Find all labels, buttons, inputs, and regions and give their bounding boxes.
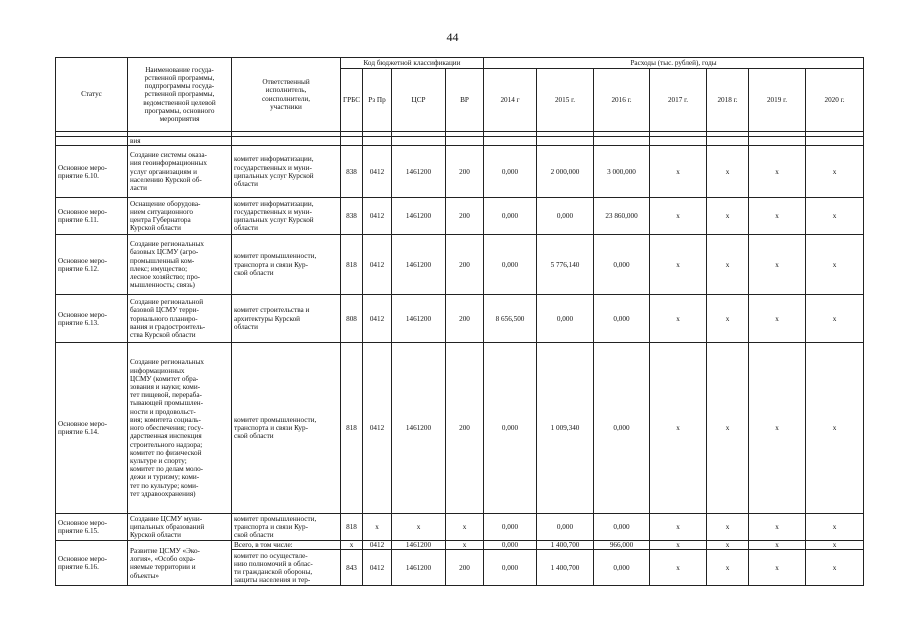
row-status: Основное меро- приятие 6.14. — [56, 343, 128, 514]
row-rzpr: 0412 — [363, 146, 392, 198]
row-rzpr: 0412 — [363, 295, 392, 343]
row-rzpr: 0412 — [363, 198, 392, 235]
header-status: Статус — [56, 58, 128, 132]
header-vr: ВР — [446, 69, 484, 132]
row-value: 0,000 — [594, 343, 650, 514]
row-status: Основное меро- приятие 6.11. — [56, 198, 128, 235]
row-rzpr: x — [363, 514, 392, 541]
row-vr: 200 — [446, 343, 484, 514]
continuation-text: вия — [128, 137, 232, 146]
row-executor: комитет промышленности, транспорта и связи Кур- ской области — [232, 514, 341, 541]
row-vr: x — [446, 541, 484, 550]
row-value: x — [749, 146, 806, 198]
row-vr: 200 — [446, 295, 484, 343]
row-csr: x — [392, 514, 446, 541]
row-value: x — [707, 235, 749, 295]
page-number: 44 — [446, 30, 459, 44]
subrow-value: x — [806, 550, 864, 586]
row-value: 0,000 — [484, 343, 537, 514]
row-rzpr: 0412 — [363, 235, 392, 295]
row-value: x — [650, 146, 707, 198]
row-grbs: 808 — [341, 295, 363, 343]
row-executor: комитет промышленности, транспорта и связи Кур- ской области — [232, 343, 341, 514]
row-name: Создание системы оказа- ния геоинформационных услуг организациям и населению Курской об- ласти — [128, 146, 232, 198]
row-executor: комитет информатизации, государственных и муни- ципальных услуг Курской области — [232, 146, 341, 198]
subrow-executor: комитет по осуществле- нию полномочий в облас- ти гражданской обороны, защиты населения и тер- — [232, 550, 341, 586]
continuation-row — [56, 137, 864, 146]
row-name: Создание региональных базовых ЦСМУ (агро- промышленный ком- плекс; имущество; лесное хозяйство; про- мышленность; связь) — [128, 235, 232, 295]
row-vr: x — [446, 514, 484, 541]
row-value: 23 860,000 — [594, 198, 650, 235]
table-row — [56, 198, 864, 235]
row-value: x — [806, 235, 864, 295]
table-row — [56, 235, 864, 295]
table-row — [56, 343, 864, 514]
row-executor: Всего, в том числе: — [232, 541, 341, 550]
row-grbs: x — [341, 541, 363, 550]
header-expenses: Расходы (тыс. рублей), годы — [484, 58, 864, 69]
row-value: 966,000 — [594, 541, 650, 550]
row-value: 3 000,000 — [594, 146, 650, 198]
row-value: x — [749, 198, 806, 235]
row-value: 0,000 — [537, 198, 594, 235]
row-value: 0,000 — [484, 235, 537, 295]
row-csr: 1461200 — [392, 343, 446, 514]
row-value: 0,000 — [484, 198, 537, 235]
header-year: 2015 г. — [537, 69, 594, 132]
row-csr: 1461200 — [392, 235, 446, 295]
subrow-csr: 1461200 — [392, 550, 446, 586]
row-name: Оснащение оборудова- нием ситуационного центра Губернатора Курской области — [128, 198, 232, 235]
row-value: x — [806, 198, 864, 235]
row-value: 2 000,000 — [537, 146, 594, 198]
row-grbs: 838 — [341, 198, 363, 235]
row-value: x — [707, 146, 749, 198]
subrow-rzpr: 0412 — [363, 550, 392, 586]
row-value: x — [749, 541, 806, 550]
subrow-grbs: 843 — [341, 550, 363, 586]
row-status: Основное меро- приятие 6.13. — [56, 295, 128, 343]
row-value: x — [707, 198, 749, 235]
header-csr: ЦСР — [392, 69, 446, 132]
row-executor: комитет строительства и архитектуры Курской области — [232, 295, 341, 343]
subrow-value: 0,000 — [484, 550, 537, 586]
row-value: x — [707, 343, 749, 514]
header-executor: Ответственный исполнитель, соисполнители, участники — [232, 58, 341, 132]
row-value: 8 656,500 — [484, 295, 537, 343]
subrow-value: x — [707, 550, 749, 586]
header-year: 2017 г. — [650, 69, 707, 132]
row-csr: 1461200 — [392, 146, 446, 198]
row-value: x — [806, 514, 864, 541]
row-value: x — [650, 198, 707, 235]
row-status: Основное меро- приятие 6.16. — [56, 541, 128, 586]
row-value: x — [707, 295, 749, 343]
row-rzpr: 0412 — [363, 541, 392, 550]
row-value: x — [806, 343, 864, 514]
row-value: x — [650, 514, 707, 541]
row-vr: 200 — [446, 235, 484, 295]
header-grbs: ГРБС — [341, 69, 363, 132]
row-grbs: 818 — [341, 343, 363, 514]
header-name: Наименование госуда- рственной программы, подпрограммы госуда- рственной программы, ведомственной целевой программы, основного мероприятия — [128, 58, 232, 132]
row-status: Основное меро- приятие 6.12. — [56, 235, 128, 295]
row-vr: 200 — [446, 198, 484, 235]
row-value: 0,000 — [594, 514, 650, 541]
header-rzpr: Рз Пр — [363, 69, 392, 132]
row-csr: 1461200 — [392, 198, 446, 235]
row-status: Основное меро- приятие 6.10. — [56, 146, 128, 198]
header-year: 2014 г — [484, 69, 537, 132]
row-status: Основное меро- приятие 6.15. — [56, 514, 128, 541]
header-year: 2018 г. — [707, 69, 749, 132]
header-budget-code: Код бюджетной классификации — [341, 58, 484, 69]
row-name: Развитие ЦСМУ «Эко- логия», «Особо охра- няемые территории и объекты» — [128, 541, 232, 586]
table-row — [56, 146, 864, 198]
table-row — [56, 295, 864, 343]
row-value: x — [806, 146, 864, 198]
budget-table — [55, 57, 864, 586]
subrow-value: x — [650, 550, 707, 586]
row-value: x — [650, 295, 707, 343]
row-value: 0,000 — [594, 295, 650, 343]
row-value: 0,000 — [594, 235, 650, 295]
header-year: 2019 г. — [749, 69, 806, 132]
row-value: x — [650, 235, 707, 295]
row-value: x — [749, 295, 806, 343]
row-value: x — [806, 295, 864, 343]
row-value: x — [707, 541, 749, 550]
row-csr: 1461200 — [392, 295, 446, 343]
table-body — [56, 146, 864, 586]
row-value: 0,000 — [484, 146, 537, 198]
row-value: 0,000 — [484, 541, 537, 550]
row-value: 5 776,140 — [537, 235, 594, 295]
row-name: Создание региональной базовой ЦСМУ терри- ториального планиро- вания и градостроитель- ства Курской области — [128, 295, 232, 343]
header-year: 2020 г. — [806, 69, 864, 132]
row-value: x — [749, 235, 806, 295]
subrow-value: 0,000 — [594, 550, 650, 586]
row-value: x — [650, 541, 707, 550]
row-name: Создание ЦСМУ муни- ципальных образований Курской области — [128, 514, 232, 541]
row-executor: комитет промышленности, транспорта и связи Кур- ской области — [232, 235, 341, 295]
row-grbs: 818 — [341, 235, 363, 295]
row-grbs: 818 — [341, 514, 363, 541]
subrow-value: 1 400,700 — [537, 550, 594, 586]
row-value: 0,000 — [484, 514, 537, 541]
row-rzpr: 0412 — [363, 343, 392, 514]
header-year: 2016 г. — [594, 69, 650, 132]
row-value: x — [650, 343, 707, 514]
subrow-value: x — [749, 550, 806, 586]
row-value: x — [707, 514, 749, 541]
row-grbs: 838 — [341, 146, 363, 198]
row-value: 1 009,340 — [537, 343, 594, 514]
table-row — [56, 514, 864, 541]
row-vr: 200 — [446, 146, 484, 198]
row-csr: 1461200 — [392, 541, 446, 550]
row-executor: комитет информатизации, государственных и муни- ципальных услуг Курской области — [232, 198, 341, 235]
row-value: 0,000 — [537, 295, 594, 343]
row-value: x — [806, 541, 864, 550]
row-value: 0,000 — [537, 514, 594, 541]
table-row — [56, 541, 864, 550]
subrow-vr: 200 — [446, 550, 484, 586]
row-value: 1 400,700 — [537, 541, 594, 550]
row-value: x — [749, 343, 806, 514]
row-name: Создание региональных информационных ЦСМУ (комитет обра- зования и науки; коми- тет пищевой, перераба- тывающей промышлен- ности и продовольст- вия; комитета социаль- ного обеспечения; госу- дарственная инспекция строительного надзора; комитет по физической культуре и спорту; комитет по делам моло- дежи и туризму; коми- тет по культуре; коми- тет здравоохранения) — [128, 343, 232, 514]
row-value: x — [749, 514, 806, 541]
